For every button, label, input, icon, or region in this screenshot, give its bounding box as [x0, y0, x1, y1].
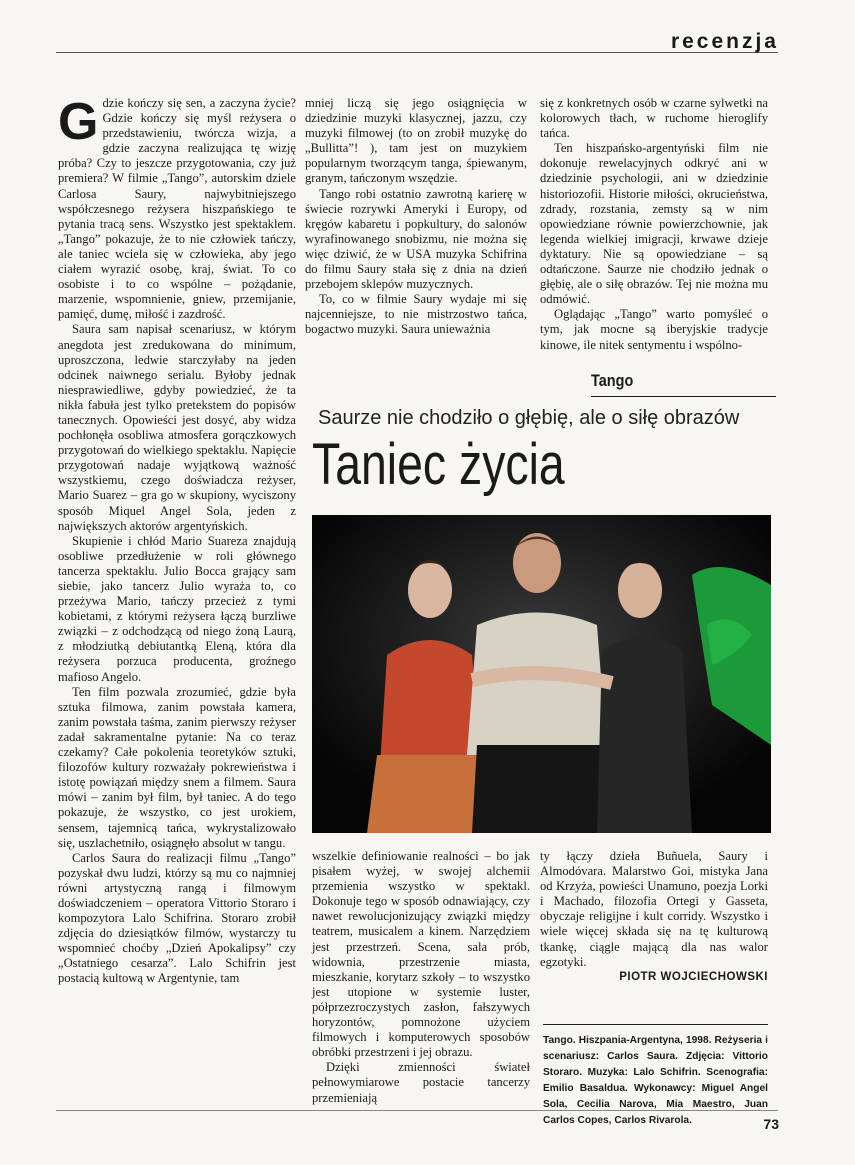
drop-cap: G	[58, 93, 99, 151]
paragraph: Carlos Saura do realizacji filmu „Tango” pozyskał dwu ludzi, którzy są mu co najmniej równi artystyczną rangą i filmowym doświadczeniem – operatora Vittorio Storaro i kompozytora Lalo Schifrina. Storaro zrobił zdjęcia do dziesiątków filmów, wystarczy tu wspomnieć choćby „Dzień Apokalipsy” czy „Ostatniego cesarza”. Lalo Schifrin jest postacią kultową w Argentynie, tam	[58, 850, 296, 986]
page-number: 73	[763, 1116, 779, 1132]
article-column-2-bottom	[312, 849, 530, 1106]
paragraph: ty łączy dzieła Buñuela, Saury i Almodóvara. Malarstwo Goi, mistyka Jana od Krzyża, powieści Unamuno, poezja Lorki i Machado, filozofia Ortegi y Gasseta, obyczaje religijne i kult corridy. Wszystko i wiele więcej składa się na tę kulturową tkankę, ciągle mającą dla nas walor egzotyki.	[540, 849, 768, 969]
article-column-3-bottom	[540, 849, 768, 985]
author-byline: PIOTR WOJCIECHOWSKI	[619, 970, 768, 983]
article-column-2	[305, 96, 527, 338]
credits-rule	[543, 1024, 768, 1025]
footer-rule	[56, 1110, 778, 1111]
section-label: Tango	[591, 371, 634, 390]
paragraph: Ten film pozwala zrozumieć, gdzie była sztuka filmowa, zanim powstała kamera, zanim powstała taśma, zanim pierwszy reżyser zadał sakramentalne pytanie: Na co teraz czekamy? Całe pokolenia teoretyków sztuki, filozofów kultury rozważały pokrewieństwa i istotę powiązań między snem a filmem. Saura mówi – zanim był film, był taniec. A do tego pokazuje, że wszystko, co jest urokiem, sensem, tajemnicą tańca, wykrystalizowało się, uszlachetniło, osiągnęło absolut w tangu.	[58, 684, 296, 850]
paragraph: mniej liczą się jego osiągnięcia w dziedzinie muzyki klasycznej, jazzu, czy muzyki filmowej (to on zrobił muzykę do „Bullitta”! ), tam jest on muzykiem popularnym tworzącym tanga, śpiewanym, granym, tańczonym wszędzie.	[305, 96, 527, 186]
film-still-photo	[312, 515, 771, 833]
section-rule	[591, 396, 776, 397]
article-subtitle: Saurze nie chodziło o głębię, ale o siłę obrazów	[318, 407, 740, 429]
header-rule	[56, 52, 778, 53]
article-column-1	[58, 93, 296, 987]
film-credits: Tango. Hiszpania-Argentyna, 1998. Reżyseria i scenariusz: Carlos Saura. Zdjęcia: Vittorio Storaro. Muzyka: Lalo Schifrin. Scenografia: Emilio Basaldua. Wykonawcy: Miguel Angel Sola, Cecilia Narova, Mia Maestro, Juan Carlos Copes, Carlos Rivarola.	[543, 1035, 768, 1126]
article-title: Taniec życia	[312, 432, 565, 497]
paragraph: To, co w filmie Saury wydaje mi się najcenniejsze, to nie mistrzostwo tańca, bogactwo muzyki. Saura unieważnia	[305, 292, 527, 337]
paragraph: wszelkie definiowanie realności – bo jak pisałem wyżej, w swojej alchemii przemienia wszystko w spektakl. Dokonuje tego w sposób odnawiający, czy nawet rewolucjonizujący związki między teatrem, musicalem a kinem. Narzędziem jest przestrzeń. Scena, sala prób, widownia, przestrzenie miasta, mieszkanie, korytarz szkoły – to wszystko jest utopione w systemie luster, półprzezroczystych zasłon, fałszywych horyzontów, pomnożone użyciem filmowych i komputerowych sposobów obróbki przestrzeni i jej obrazu.	[312, 849, 530, 1060]
paragraph: Saura sam napisał scenariusz, w którym anegdota jest zredukowana do minimum, uproszczona, ledwie starczyłaby na jeden odcinek naiwnego serialu. Byłoby jednak niesprawiedliwe, gdyby powiedzieć, że ta nikła fabuła jest tylko pretekstem do popisów tanecznych. Opowieści jest dosyć, aby widza pochłonęła osobliwa atmosfera gorączkowych przygotowań do wielkiego spektaklu. Napięcie przygotowań nadaje wyjątkową ważność wszystkiemu, czego doświadcza reżyser, Mario Suarez – gra go w skupiony, wyciszony sposób Miquel Angel Sola, jeden z największych aktorów argentyńskich.	[58, 322, 296, 533]
paragraph: Gdzie kończy się sen, a zaczyna życie? Gdzie kończy się myśl reżysera o przedstawieniu, twórcza wizja, a gdzie zaczyna realizująca tę wizję próba? Czy to jeszcze przygotowania, czy już premiera? W filmie „Tango”, autorskim dziele Carlosa Saury, najwybitniejszego współczesnego reżysera hiszpańskiego te pytania tracą sens. Wszystko jest spektaklem. „Tango” pokazuje, że to nie człowiek tańczy, ale taniec wciela się w człowieka, aby jego ciałem wyrazić osobę, kraj, świat. To co osobiste i to co wspólne – pożądanie, marzenie, wspomnienie, gniew, przemijanie, pamięć, dumę, miłość i zazdrość.	[58, 93, 296, 322]
paragraph: Oglądając „Tango” warto pomyśleć o tym, jak mocne są iberyjskie tradycje kinowe, ile nitek sentymentu i wspólno-	[540, 307, 768, 352]
paragraph: Skupienie i chłód Mario Suareza znajdują osobliwe przedłużenie w roli głównego tancerza spektaklu. Julio Bocca grający sam siebie, jako tancerz Julio wyraża to, co przeżywa Mario, tańczy przecież z tymi kobietami, z którymi reżysera łączą burzliwe związki – z odchodzącą od niego żoną Laurą, z młodziutką debiutantką Eleną, która dla reżysera porzuca producenta, groźnego mafioso Angelo.	[58, 533, 296, 684]
paragraph: Ten hiszpańsko-argentyński film nie dokonuje rewelacyjnych odkryć ani w dziedzinie psychologii, ani w dziedzinie historiozofii. Historie miłości, okrucieństwa, zdrady, rozstania, zemsty są w nim opowiedziane równie powierzchownie, jak legenda wielkiej imigracji, krwawe dzieje dyktatury. Nie są opowiedziane – są odtańczone. Saurze nie chodziło jednak o głębię, ale o siłę obrazów. Tej nie można mu odmówić.	[540, 141, 768, 307]
section-header: recenzja	[670, 30, 779, 53]
paragraph: Tango robi ostatnio zawrotną karierę w świecie rozrywki Ameryki i Europy, od kręgów kabaretu i popkultury, do salonów wyrafinowanego snobizmu, nie można się więc dziwić, że w USA muzyka Schifrina do filmu Saury stała się z dnia na dzień przebojem sklepów muzycznych.	[305, 186, 527, 292]
paragraph: Dzięki zmienności świateł pełnowymiarowe postacie tancerzy przemieniają	[312, 1060, 530, 1105]
dancers-illustration	[312, 515, 771, 833]
paragraph: się z konkretnych osób w czarne sylwetki na kolorowych tłach, w ruchome hieroglify tańca.	[540, 96, 768, 141]
article-column-3	[540, 96, 768, 353]
